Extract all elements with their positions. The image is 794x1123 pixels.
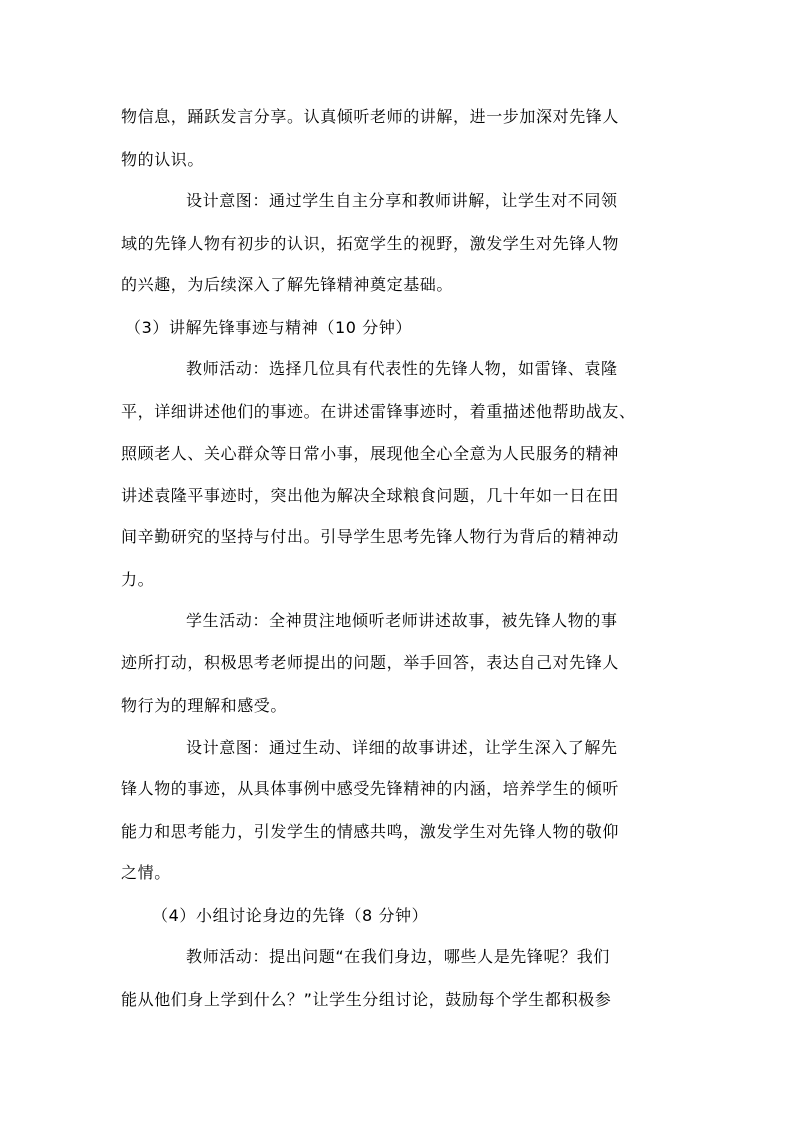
text-line: 迹所打动，积极思考老师提出的问题，举手回答，表达自己对先锋人 (121, 653, 620, 672)
teacher-activity-paragraph: 教师活动：选择几位具有代表性的先锋人物，如雷锋、袁隆 (186, 359, 618, 378)
section-heading-4: （4）小组讨论身边的先锋（8 分钟） (152, 906, 429, 925)
text-line: 平，详细讲述他们的事迹。在讲述雷锋事迹时，着重描述他帮助战友、 (121, 402, 636, 421)
text-line: 讲述袁隆平事迹时，突出他为解决全球粮食问题，几十年如一日在田 (121, 486, 620, 505)
text-line: 的兴趣，为后续深入了解先锋精神奠定基础。 (121, 275, 454, 294)
text-line: 物行为的理解和感受。 (121, 696, 288, 715)
text-line: 锋人物的事迹，从具体事例中感受先锋精神的内涵，培养学生的倾听 (121, 779, 620, 798)
student-activity-paragraph: 学生活动：全神贯注地倾听老师讲述故事，被先锋人物的事 (186, 611, 618, 630)
section-heading-3: （3）讲解先锋事迹与精神（10 分钟） (125, 318, 413, 337)
text-line: 物信息，踊跃发言分享。认真倾听老师的讲解，进一步加深对先锋人 (121, 107, 620, 126)
text-line: 照顾老人、关心群众等日常小事，展现他全心全意为人民服务的精神 (121, 444, 620, 463)
text-line: 能力和思考能力，引发学生的情感共鸣，激发学生对先锋人物的敬仰 (121, 822, 620, 841)
text-line: 间辛勤研究的坚持与付出。引导学生思考先锋人物行为背后的精神动 (121, 527, 620, 546)
teacher-activity-paragraph: 教师活动：提出问题“在我们身边，哪些人是先锋呢？我们 (186, 947, 610, 966)
text-line: 域的先锋人物有初步的认识，拓宽学生的视野，激发学生对先锋人物 (121, 234, 620, 253)
text-line: 力。 (121, 570, 155, 589)
text-line: 能从他们身上学到什么？”让学生分组讨论，鼓励每个学生都积极参 (121, 990, 612, 1009)
design-intent-paragraph: 设计意图：通过生动、详细的故事讲述，让学生深入了解先 (186, 738, 618, 757)
text-line: 之情。 (121, 863, 171, 882)
text-line: 物的认识。 (121, 150, 205, 169)
design-intent-paragraph: 设计意图：通过学生自主分享和教师讲解，让学生对不同领 (186, 191, 618, 210)
